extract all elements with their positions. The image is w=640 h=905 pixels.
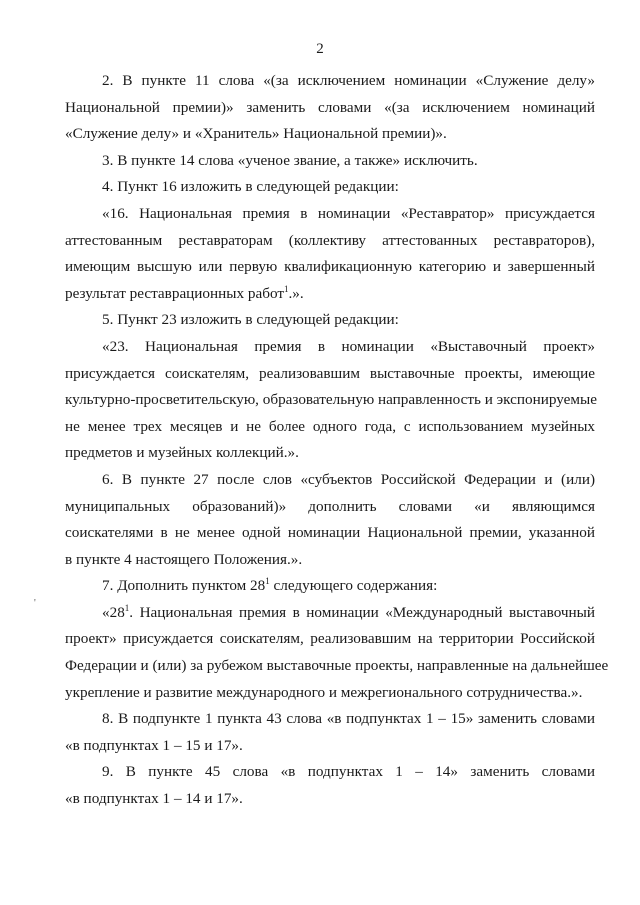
superscript-mark: 1 bbox=[265, 576, 270, 587]
text-line: Национальной премии)» заменить словами «(за исключением номинаций bbox=[65, 98, 595, 116]
paragraph-item-5-quote bbox=[65, 334, 595, 467]
text-line: «23. Национальная премия в номинации «Выставочный проект» bbox=[102, 337, 595, 355]
paragraph-item-4-quote bbox=[65, 201, 595, 307]
paragraph-item-5 bbox=[65, 307, 595, 334]
footnote-mark: 1 bbox=[283, 283, 289, 294]
paragraph-item-6 bbox=[65, 467, 595, 573]
text-line: 4. Пункт 16 изложить в следующей редакции: bbox=[102, 178, 399, 196]
text-line: 5. Пункт 23 изложить в следующей редакции: bbox=[102, 311, 399, 329]
text-line: «в подпунктах 1 – 15 и 17». bbox=[65, 736, 243, 754]
text-line: присуждается соискателям, реализовавшим выставочные проекты, имеющие bbox=[65, 364, 595, 382]
text-line: «в подпунктах 1 – 14 и 17». bbox=[65, 790, 243, 808]
document-body bbox=[65, 68, 609, 813]
text-line: не менее трех месяцев и не более одного года, с использованием музейных bbox=[65, 417, 595, 435]
paragraph-item-8 bbox=[65, 706, 595, 759]
text-line: 9. В пункте 45 слова «в подпунктах 1 – 14» заменить словами bbox=[102, 763, 595, 781]
text-line: аттестованным реставраторам (коллективу аттестованных реставраторов), bbox=[65, 231, 595, 249]
text-fragment: результат реставрационных работ bbox=[65, 284, 284, 302]
superscript-mark: 1 bbox=[124, 602, 130, 613]
text-line: 6. В пункте 27 после слов «субъектов Российской Федерации и (или) bbox=[102, 470, 595, 488]
page-number: 2 bbox=[316, 41, 324, 57]
paragraph-item-3 bbox=[65, 148, 595, 175]
paragraph-item-7-quote bbox=[65, 600, 609, 706]
paragraph-item-7 bbox=[65, 573, 595, 600]
text-fragment: «28 bbox=[102, 603, 125, 621]
paragraph-item-2 bbox=[65, 68, 595, 148]
text-line: «Служение делу» и «Хранитель» Национальной премии)». bbox=[65, 125, 447, 143]
text-line: соискателями в не менее одной номинации Национальной премии, указанной bbox=[65, 524, 595, 542]
text-fragment: . bbox=[288, 284, 293, 302]
paragraph-item-4 bbox=[65, 174, 595, 201]
text-line: имеющим высшую или первую квалификационную категорию и завершенный bbox=[65, 258, 595, 276]
text-line: «16. Национальная премия в номинации «Реставратор» присуждается bbox=[102, 204, 595, 222]
text-line: культурно-просветительскую, образовательную направленность и экспонируемые bbox=[65, 391, 597, 409]
text-fragment: 7. Дополнить пунктом 28 bbox=[102, 577, 266, 595]
text-line bbox=[65, 600, 595, 627]
text-fragment: . Национальная премия в номинации «Международный выставочный bbox=[129, 603, 595, 621]
text-line: в пункте 4 настоящего Положения.». bbox=[65, 550, 303, 568]
text-line: проект» присуждается соискателям, реализовавшим на территории Российской bbox=[65, 630, 595, 648]
text-line: предметов и музейных коллекций.». bbox=[65, 444, 299, 462]
text-line: укрепление и развитие международного и межрегионального сотрудничества.». bbox=[65, 683, 583, 701]
text-line: муниципальных образований)» дополнить словами «и являющимся bbox=[65, 497, 595, 515]
text-fragment: следующего содержания: bbox=[269, 577, 438, 595]
text-line: 2. В пункте 11 слова «(за исключением номинации «Служение делу» bbox=[102, 72, 595, 89]
text-line bbox=[65, 573, 595, 600]
text-line: результат реставрационных работ$^1$.». bbox=[65, 283, 304, 302]
text-line: Федерации и (или) за рубежом выставочные проекты, направленные на дальнейшее bbox=[65, 657, 609, 675]
text-line: 8. В подпункте 1 пункта 43 слова «в подпунктах 1 – 15» заменить словами bbox=[102, 710, 595, 728]
paragraph-item-9 bbox=[65, 759, 595, 812]
text-line: 3. В пункте 14 слова «ученое звание, а также» исключить. bbox=[102, 151, 478, 169]
margin-mark: ' bbox=[34, 598, 36, 609]
